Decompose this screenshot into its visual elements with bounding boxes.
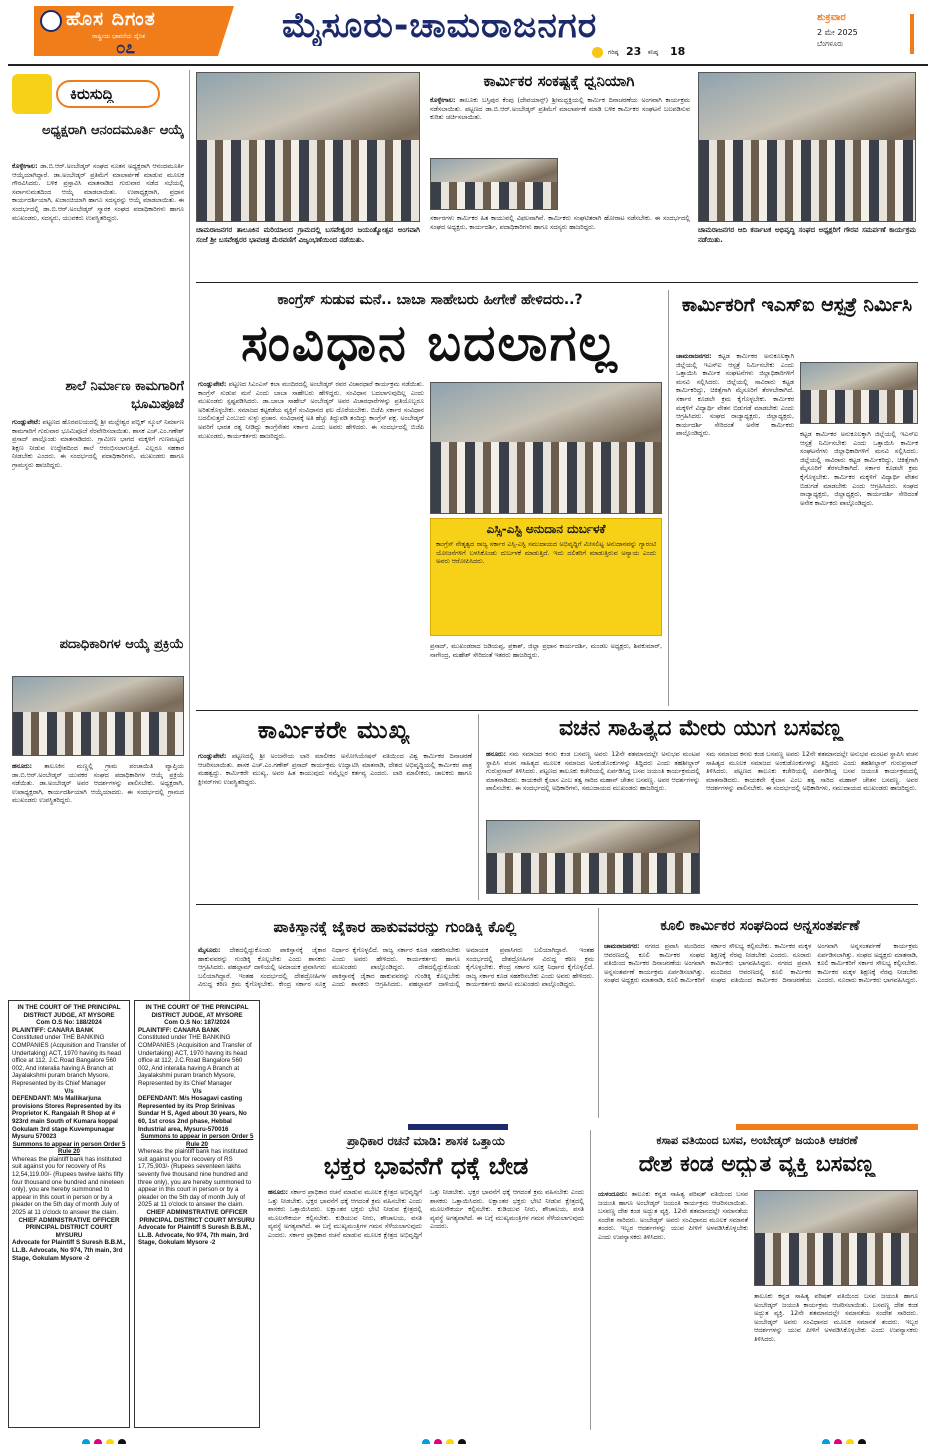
pak-title: ಪಾಕಿಸ್ತಾನಕ್ಕೆ ಜೈಕಾರ ಹಾಕುವವರನ್ನು ಗುಂಡಿಕ್ಕಿ ಕೊಲ್ಲಿ <box>273 918 517 936</box>
top-story-title: ಕಾರ್ಮಿಕರ ಸಂಕಷ್ಟಕ್ಕೆ ಧ್ವನಿಯಾಗಿ <box>483 72 635 90</box>
lead-kicker: ಕಾಂಗ್ರೆಸ್ ಸುಡುವ ಮನೆ.. ಬಾಬಾ ಸಾಹೇಬರು ಹೀಗೇಕೆ ಹೇಳಿದರು..? <box>277 292 583 308</box>
esi-dateline: ಚಾಮರಾಜನಗರ: <box>676 352 712 360</box>
accent-bar-orange <box>736 1124 918 1130</box>
basava-photo <box>754 1190 918 1286</box>
sidebar-story1-text: ಡಾ.ಬಿ.ಆರ್.ಅಂಬೇಡ್ಕರ್ ಸಂಘದ ನೂತನ ಅಧ್ಯಕ್ಷರಾಗಿ ಆನಂದಮೂರ್ತಿ ಆಯ್ಕೆಯಾಗಿದ್ದಾರೆ. ಡಾ.ಅಂಬೇಡ್ಕರ್ ಪ್ರತಿಮೆಗೆ ಮಾಲಾರ್ಪಣೆ ಮಾಡುವ ಮೂಲಕ ಗೌರವಿಸಿದರು. ಬಳಿಕ ಪ್ರಸ್ತಾವಿಸಿ ಮಾತನಾಡಿದ ಗುರುವಾರ ನಡೆದ ಸಭೆಯಲ್ಲಿ ಸರ್ವಾನುಮತದಿಂದ ಆಯ್ಕೆ ಮಾಡಲಾಯಿತು. ಉಪಾಧ್ಯಕ್ಷರಾಗಿ, ಪ್ರಧಾನ ಕಾರ್ಯದರ್ಶಿಯಾಗಿ, ಖಜಾಂಚಿಯಾಗಿ ಹಾಗೂ ಸದಸ್ಯರನ್ನು ಆಯ್ಕೆ ಮಾಡಲಾಯಿತು. ಈ ಸಂದರ್ಭದಲ್ಲಿ ಡಾ.ಬಿ.ಆರ್.ಅಂಬೇಡ್ಕರ್ ಸ್ಮಾರಕ ಸಂಘದ ಪದಾಧಿಕಾರಿಗಳು ಹಾಗೂ ಮುಖಂಡರು, ಸದಸ್ಯರು, ಯುವಕರು ಉಪಸ್ಥಿತರಿದ್ದರು. <box>12 162 184 222</box>
sidebar-story2-title: ಶಾಲೆ ನಿರ್ಮಾಣ ಕಾಮಗಾರಿಗೆ ಭೂಮಿಪೂಜೆ <box>65 379 184 412</box>
legal2-case: Com O.S No: 187/2024 <box>164 1019 230 1027</box>
weather-sun-icon <box>592 47 603 58</box>
bhakta-text-cont: ಸರ್ಕಾರ ಪ್ರಾಧಿಕಾರ ರಚನೆ ಮಾಡುವ ಮೂಲಕ ಕ್ಷೇತ್ರದ ಅಭಿವೃದ್ಧಿಗೆ ಒತ್ತು ನೀಡಬೇಕು. ಭಕ್ತರ ಭಾವನೆಗೆ ಧಕ್ಕೆ ಆಗದಂತೆ ಕ್ರಮ ವಹಿಸಬೇಕು ಎಂದು ಶಾಸಕರು ಒತ್ತಾಯಿಸಿದರು. ಲಕ್ಷಾಂತರ ಭಕ್ತರು ಭೇಟಿ ನೀಡುವ ಕ್ಷೇತ್ರದಲ್ಲಿ ಮೂಲಸೌಕರ್ಯ ಕಲ್ಪಿಸಬೇಕು. ಕುಡಿಯುವ ನೀರು, ಶೌಚಾಲಯ, ವಸತಿ ವ್ಯವಸ್ಥೆ ಅಗತ್ಯವಾಗಿದೆ. ಈ ಬಗ್ಗೆ ಮುಖ್ಯಮಂತ್ರಿಗಳ ಗಮನ ಸೆಳೆಯಲಾಗುವುದು ಎಂದರು. <box>289 1188 584 1239</box>
mid-row-rule <box>196 710 918 711</box>
legal1-summons: Summons to appear in person Order 5 Rule 20 <box>12 1140 126 1156</box>
lead-text-1: ಪಟ್ಟಣದ ಸಿಎಂಎಸ್ ಕಲಾ ಮಂದಿರದಲ್ಲಿ ಅಂಬೇಡ್ಕರ್ ರವರ ವಿಚಾರಧಾರೆ ಕಾರ್ಯಕ್ರಮ ನಡೆಯಿತು. ಕಾಂಗ್ರೆಸ್ ಸುಡುವ ಮನೆ ಎಂದು ಬಾಬಾ ಸಾಹೇಬರು ಹೇಳಿದ್ದರು. ಸಂವಿಧಾನ ಬದಲಾಗುವುದಿಲ್ಲ ಎಂದು ಮುಖಂಡರು ಸ್ಪಷ್ಟಪಡಿಸಿದರು. ಡಾ.ಬಾಬಾ ಸಾಹೇಬ್ ಅಂಬೇಡ್ಕರ್ ಅವರ ವಿಚಾರಧಾರೆಗಳನ್ನು ಪ್ರತಿಯೊಬ್ಬರೂ ಅರಿತುಕೊಳ್ಳಬೇಕು. ಸಮಾಜದ ಕಟ್ಟಕಡೆಯ ವ್ಯಕ್ತಿಗೆ ಸಂವಿಧಾನದ ಫಲ ದೊರೆಯಬೇಕು. <box>198 380 424 414</box>
legal2-vs: V/s <box>192 1087 202 1095</box>
bhakta-kicker: ಪ್ರಾಧಿಕಾರ ರಚನೆ ಮಾಡಿ: ಶಾಸಕ ಒತ್ತಾಯ <box>347 1134 505 1148</box>
masthead-city: ಬೆಂಗಳೂರು <box>817 40 844 48</box>
mid-col-divider <box>478 714 479 900</box>
vachana-body-col2: ಸಮ ಸಮಾಜದ ಕನಸು ಕಂಡ ಬಸವಣ್ಣ ಅವರು 12ನೇ ಶತಮಾನದಲ್ಲೇ ಅನುಭವ ಮಂಟಪ ಸ್ಥಾಪಿಸಿ ವಚನ ಸಾಹಿತ್ಯದ ಮೂಲಕ ಸಮಾಜದ ಅಂಕುಡೊಂಕುಗಳನ್ನು ತಿದ್ದಿದರು ಎಂದು ತಹಶೀಲ್ದಾರ್ ಗುರುಪ್ರಸಾದ್ ತಿಳಿಸಿದರು. ಪಟ್ಟಣದ ತಾಲೂಕು ಕಚೇರಿಯಲ್ಲಿ ಏರ್ಪಡಿಸಿದ್ದ ಬಸವ ಜಯಂತಿ ಕಾರ್ಯಕ್ರಮದಲ್ಲಿ ಮಾತನಾಡಿದರು. ಕಾಯಕವೇ ಕೈಲಾಸ ಎಂಬ ತತ್ವ ಸಾರಿದ ಮಹಾನ್ ಚೇತನ ಬಸವಣ್ಣ. ಅವರ ಆದರ್ಶಗಳನ್ನು ಪಾಲಿಸಬೇಕು. ಈ ಸಂದರ್ಭದಲ್ಲಿ ಅಧಿಕಾರಿಗಳು, ಸಮುದಾಯದ ಮುಖಂಡರು ಹಾಜರಿದ್ದರು. <box>706 750 918 793</box>
top-photo-2 <box>430 158 558 210</box>
legal1-body2: Whereas the plaintiff bank has instituted suit against you for recovery of Rs 12,54,119.00/- (Rupees twelve lakhs fifty four thousand one hundred and nineteen only), you are hereby summoned to appear in this court in person or by a pleader on the 5th day of month July of 2025 at 11 o'clock to answer the claim. <box>12 1155 124 1217</box>
basava-dateline: ಯಳಂದೂರು: <box>598 1190 628 1198</box>
top-photo-3-caption: ಚಾಮರಾಜನಗರ ಆದಿ ಕರ್ನಾಟಕ ಅಭಿವೃದ್ಧಿ ಸಂಘದ ಅಧ್ಯಕ್ಷರಿಗೆ ಗೌರವ ಸಮರ್ಪಣೆ ಕಾರ್ಯಕ್ರಮ ನಡೆಯಿತು. <box>698 226 916 244</box>
legal1-plaintiff: PLAINTIFF: CANARA BANK <box>12 1026 94 1034</box>
sidebar-story1-title: ಅಧ್ಯಕ್ಷರಾಗಿ ಆನಂದಮೂರ್ತಿ ಆಯ್ಕೆ <box>42 123 184 138</box>
kooli-text-cont: ನಗರದ ಪ್ರವಾಸಿ ಮಂದಿರದ ಆವರಣದಲ್ಲಿ ಕೂಲಿ ಕಾರ್ಮಿಕರ ಸಂಘದ ವತಿಯಿಂದ ಕಾರ್ಮಿಕರ ದಿನಾಚರಣೆಯ ಅಂಗವಾಗಿ ಅನ್ನಸಂತರ್ಪಣೆ ಕಾರ್ಯಕ್ರಮ ಏರ್ಪಡಿಸಲಾಗಿತ್ತು. ಸಂಘದ ಅಧ್ಯಕ್ಷರು ಮಾತನಾಡಿ, ಕೂಲಿ ಕಾರ್ಮಿಕರಿಗೆ ಸರ್ಕಾರ ಸೌಲಭ್ಯ ಕಲ್ಪಿಸಬೇಕು. ಕಾರ್ಮಿಕರ ಮಕ್ಕಳ ಶಿಕ್ಷಣಕ್ಕೆ ನೆರವು ನೀಡಬೇಕು ಎಂದರು. ನೂರಾರು ಕಾರ್ಮಿಕರು ಭಾಗವಹಿಸಿದ್ದರು. <box>710 942 918 985</box>
legal2-body1: Constituted under THE BANKING COMPANIES (Acquisition and Transfer of Undertaking) ACT, 1970 having its head office at 112, J.C.Road Bangalore 560 002, And interalia having A Branch at Jayalakshmi puram branch Mysore, Represented by its Chief Manager <box>138 1034 252 1087</box>
legal1-defendant: DEFENDANT: M/s Mallikarjuna provisions Stores Represented by its Proprietor K. Rangaiah R Shop at # 923rd main South of Kumara koppal Gokulam 3rd stage Kuvempunagar Mysuru 570023 <box>12 1095 122 1141</box>
sidebar-story3-text: ತಾಲೂಕಿನ ಮಣ್ಣಲ್ಲಿ ಗ್ರಾಮ ಪಂಚಾಯಿತಿ ವ್ಯಾಪ್ತಿಯ ಡಾ.ಬಿ.ಆರ್.ಅಂಬೇಡ್ಕರ್ ಯುವಕರ ಸಂಘದ ಪದಾಧಿಕಾರಿಗಳ ಆಯ್ಕೆ ಪ್ರಕ್ರಿಯೆ ನಡೆಯಿತು. ಡಾ.ಅಂಬೇಡ್ಕರ್ ಅವರ ಆದರ್ಶಗಳನ್ನು ಪಾಲಿಸಬೇಕು. ಅಧ್ಯಕ್ಷರಾಗಿ, ಉಪಾಧ್ಯಕ್ಷರಾಗಿ, ಕಾರ್ಯದರ್ಶಿಯಾಗಿ ಆಯ್ಕೆಯಾದರು. ಈ ಸಂದರ್ಭದಲ್ಲಿ ಗ್ರಾಮದ ಮುಖಂಡರು ಉಪಸ್ಥಿತರಿದ್ದರು. <box>12 762 184 805</box>
vachana-text: ಸಮ ಸಮಾಜದ ಕನಸು ಕಂಡ ಬಸವಣ್ಣ ಅವರು 12ನೇ ಶತಮಾನದಲ್ಲೇ ಅನುಭವ ಮಂಟಪ ಸ್ಥಾಪಿಸಿ ವಚನ ಸಾಹಿತ್ಯದ ಮೂಲಕ ಸಮಾಜದ ಅಂಕುಡೊಂಕುಗಳನ್ನು ತಿದ್ದಿದರು ಎಂದು ತಹಶೀಲ್ದಾರ್ ಗುರುಪ್ರಸಾದ್ ತಿಳಿಸಿದರು. ಪಟ್ಟಣದ ತಾಲೂಕು ಕಚೇರಿಯಲ್ಲಿ ಏರ್ಪಡಿಸಿದ್ದ ಬಸವ ಜಯಂತಿ ಕಾರ್ಯಕ್ರಮದಲ್ಲಿ ಮಾತನಾಡಿದರು. ಕಾಯಕವೇ ಕೈಲಾಸ ಎಂಬ ತತ್ವ ಸಾರಿದ ಮಹಾನ್ ಚೇತನ ಬಸವಣ್ಣ. ಅವರ ಆದರ್ಶಗಳನ್ನು ಪಾಲಿಸಬೇಕು. ಈ ಸಂದರ್ಭದಲ್ಲಿ ಅಧಿಕಾರಿಗಳು, ಸಮುದಾಯದ ಮುಖಂಡರು ಹಾಜರಿದ್ದರು. <box>486 750 700 793</box>
temp-min: 18 <box>670 45 686 58</box>
temp-max: 23 <box>626 45 642 58</box>
legal1-case: Com O.S No: 188/2024 <box>36 1019 102 1027</box>
sidebar-story2-dateline: ಗುಂಡ್ಲುಪೇಟೆ: <box>12 418 41 426</box>
lead-body-col3: ಪ್ರಸಾದ್, ಮುಖಂಡರಾದ ಜಡಿಯಪ್ಪ, ಪ್ರಕಾಶ್, ಜಿಲ್ಲಾ ಪ್ರಧಾನ ಕಾರ್ಯದರ್ಶಿ, ಮಂಡಲ ಅಧ್ಯಕ್ಷರು, ಶಿವಕುಮಾರ್, ನಾಗೇಂದ್ರ, ಮಹೇಶ್ ಸೇರಿದಂತೆ ಇತರರು ಹಾಜರಿದ್ದರು. <box>430 642 662 659</box>
accent-bar-navy <box>408 1124 508 1130</box>
lead-headline: ಸಂವಿಧಾನ ಬದಲಾಗಲ್ಲ <box>241 314 619 372</box>
lower-row-rule <box>196 904 918 905</box>
legal1-body1: Constituted under THE BANKING COMPANIES (Acquisition and Transfer of Undertaking) ACT, 1970 having its head office at 112, J.C.Road Bangalore 560 002, And interalia having A Branch at Jayalakshmi puram branch Mysore, Represented by its Chief Manager <box>12 1034 126 1087</box>
top-photo-1 <box>196 72 420 222</box>
registration-marks-mid <box>420 1432 468 1444</box>
legal1-advocate: Advocate for Plaintiff S Suresh B.B.M., LL.B. Advocate, No 974, 7th main, 3rd Stage, Gokulam Mysore -2 <box>12 1239 126 1262</box>
logo-tagline: ರಾಷ್ಟ್ರೀಯ ಭಾವನೆಯ ದೈನಿಕ <box>92 33 145 40</box>
bhakta-text: ಸರ್ಕಾರ ಪ್ರಾಧಿಕಾರ ರಚನೆ ಮಾಡುವ ಮೂಲಕ ಕ್ಷೇತ್ರದ ಅಭಿವೃದ್ಧಿಗೆ ಒತ್ತು ನೀಡಬೇಕು. ಭಕ್ತರ ಭಾವನೆಗೆ ಧಕ್ಕೆ ಆಗದಂತೆ ಕ್ರಮ ವಹಿಸಬೇಕು ಎಂದು ಶಾಸಕರು ಒತ್ತಾಯಿಸಿದರು. ಲಕ್ಷಾಂತರ ಭಕ್ತರು ಭೇಟಿ ನೀಡುವ ಕ್ಷೇತ್ರದಲ್ಲಿ ಮೂಲಸೌಕರ್ಯ ಕಲ್ಪಿಸಬೇಕು. ಕುಡಿಯುವ ನೀರು, ಶೌಚಾಲಯ, ವಸತಿ ವ್ಯವಸ್ಥೆ ಅಗತ್ಯವಾಗಿದೆ. ಈ ಬಗ್ಗೆ ಮುಖ್ಯಮಂತ್ರಿಗಳ ಗಮನ ಸೆಳೆಯಲಾಗುವುದು ಎಂದರು. <box>268 1188 422 1239</box>
logo: ಹೊಸ ದಿಗಂತ <box>66 8 156 30</box>
bottom-col-divider <box>590 1130 591 1430</box>
esi-body-col2: ಕಟ್ಟಡ ಕಾರ್ಮಿಕರ ಅನುಕೂಲಕ್ಕಾಗಿ ಜಿಲ್ಲೆಯಲ್ಲಿ ಇಎಸ್ಐ ಆಸ್ಪತ್ರೆ ನಿರ್ಮಿಸಬೇಕು ಎಂದು ಒತ್ತಾಯಿಸಿ ಕಾರ್ಮಿಕ ಸಂಘಟನೆಗಳು ಜಿಲ್ಲಾಧಿಕಾರಿಗಳಿಗೆ ಮನವಿ ಸಲ್ಲಿಸಿದರು. ಜಿಲ್ಲೆಯಲ್ಲಿ ಸಾವಿರಾರು ಕಟ್ಟಡ ಕಾರ್ಮಿಕರಿದ್ದು, ಚಿಕಿತ್ಸೆಗಾಗಿ ಮೈಸೂರಿಗೆ ತೆರಳಬೇಕಾಗಿದೆ. ಸರ್ಕಾರ ಕೂಡಲೇ ಕ್ರಮ ಕೈಗೊಳ್ಳಬೇಕು. ಕಾರ್ಮಿಕರ ಮಕ್ಕಳಿಗೆ ವಿದ್ಯಾರ್ಥಿ ವೇತನ ಬಿಡುಗಡೆ ಮಾಡಬೇಕು ಎಂದು ಆಗ್ರಹಿಸಿದರು. ಸಂಘದ ರಾಜ್ಯಾಧ್ಯಕ್ಷರು, ಜಿಲ್ಲಾಧ್ಯಕ್ಷರು, ಕಾರ್ಯದರ್ಶಿ ಸೇರಿದಂತೆ ಅನೇಕ ಕಾರ್ಮಿಕರು ಪಾಲ್ಗೊಂಡಿದ್ದರು. <box>800 430 918 507</box>
legal2-defendant: DEFENDANT: M/s Hosagavi casting Represented by its Prop Srinivas Sundar H S, Aged about 30 years, No 60, 1st cross 2nd phase, Hebbal Industrial area, Mysuru-570016 <box>138 1095 247 1133</box>
bhakta-title: ಭಕ್ತರ ಭಾವನೆಗೆ ಧಕ್ಕೆ ಬೇಡ <box>323 1152 529 1180</box>
lead-photo <box>430 382 662 514</box>
top-story-body <box>430 96 690 154</box>
karmikare-body <box>198 752 472 894</box>
pak-dateline: ಮೈಸೂರು: <box>198 946 221 954</box>
top-story-body-2: ಸರ್ಕಾರಗಳು ಕಾರ್ಮಿಕರ ಹಿತ ಕಾಯುವಲ್ಲಿ ವಿಫಲವಾಗಿವೆ. ಕಾರ್ಮಿಕರು ಸಂಘಟಿತರಾಗಿ ಹೋರಾಟ ನಡೆಸಬೇಕು. ಈ ಸಂದರ್ಭದಲ್ಲಿ ಸಂಘದ ಅಧ್ಯಕ್ಷರು, ಕಾರ್ಯದರ್ಶಿ, ಪದಾಧಿಕಾರಿಗಳು ಹಾಗೂ ಸದಸ್ಯರು ಹಾಜರಿದ್ದರು. <box>430 214 690 231</box>
basava-body-col2: ತಾಲೂಕು ಕನ್ನಡ ಸಾಹಿತ್ಯ ಪರಿಷತ್ ವತಿಯಿಂದ ಬಸವ ಜಯಂತಿ ಹಾಗೂ ಅಂಬೇಡ್ಕರ್ ಜಯಂತಿ ಕಾರ್ಯಕ್ರಮ ಆಚರಿಸಲಾಯಿತು. ಬಸವಣ್ಣ ದೇಶ ಕಂಡ ಅದ್ಭುತ ವ್ಯಕ್ತಿ. 12ನೇ ಶತಮಾನದಲ್ಲೇ ಸಮಾನತೆಯ ಸಂದೇಶ ಸಾರಿದರು. ಅಂಬೇಡ್ಕರ್ ಅವರು ಸಂವಿಧಾನದ ಮೂಲಕ ಸಮಾನತೆ ತಂದರು. ಇಬ್ಬರ ಆದರ್ಶಗಳನ್ನು ಯುವ ಪೀಳಿಗೆ ಅಳವಡಿಸಿಕೊಳ್ಳಬೇಕು ಎಂದು ಉಪನ್ಯಾಸಕರು ತಿಳಿಸಿದರು. <box>754 1292 918 1343</box>
sidebar-story3-title: ಪದಾಧಿಕಾರಿಗಳ ಆಯ್ಕೆ ಪ್ರಕ್ರಿಯೆ <box>59 637 184 652</box>
sidebar-story1-dateline: ಕೊಳ್ಳೇಗಾಲ: <box>12 162 38 170</box>
esi-body-col1 <box>676 352 794 702</box>
masthead-day: ಶುಕ್ರವಾರ <box>817 12 846 23</box>
edition-title: ಮೈಸೂರು-ಚಾಮರಾಜನಗರ <box>282 6 598 46</box>
sidebar-story3-dateline: ಹನೂರು: <box>12 762 33 770</box>
lead-dateline: ಗುಂಡ್ಲುಪೇಟೆ: <box>198 380 227 388</box>
pak-text-cont: ದೇಶದಲ್ಲಿದ್ದುಕೊಂಡು ಪಾಕಿಸ್ತಾನಕ್ಕೆ ಜೈಕಾರ ಹಾಕುವವರನ್ನು ಗುಂಡಿಕ್ಕಿ ಕೊಲ್ಲಬೇಕು ಎಂದು ಶಾಸಕರು ಆಗ್ರಹಿಸಿದರು. ಪಹಲ್ಗಾಮ್ ದಾಳಿಯಲ್ಲಿ ಅಮಾಯಕ ಪ್ರವಾಸಿಗರು ಬಲಿಯಾಗಿದ್ದಾರೆ. ಇಂತಹ ಸಂದರ್ಭದಲ್ಲಿ ದೇಶದ್ರೋಹಿಗಳ ವಿರುದ್ಧ ಕಠಿಣ ಕ್ರಮ ಕೈಗೊಳ್ಳಬೇಕು. ಕೇಂದ್ರ ಸರ್ಕಾರ ಸೂಕ್ತ ನಿರ್ಧಾರ ಕೈಗೊಳ್ಳಲಿದೆ. ರಾಜ್ಯ ಸರ್ಕಾರ ಕೂಡ ಸಹಕರಿಸಬೇಕು ಎಂದು ಅವರು ಹೇಳಿದರು. ಕಾರ್ಯಕರ್ತರು ಹಾಗೂ ಮುಖಂಡರು ಪಾಲ್ಗೊಂಡಿದ್ದರು. <box>332 946 594 989</box>
sidebar-story2-body <box>12 418 184 628</box>
pak-text: ದೇಶದಲ್ಲಿದ್ದುಕೊಂಡು ಪಾಕಿಸ್ತಾನಕ್ಕೆ ಜೈಕಾರ ಹಾಕುವವರನ್ನು ಗುಂಡಿಕ್ಕಿ ಕೊಲ್ಲಬೇಕು ಎಂದು ಶಾಸಕರು ಆಗ್ರಹಿಸಿದರು. ಪಹಲ್ಗಾಮ್ ದಾಳಿಯಲ್ಲಿ ಅಮಾಯಕ ಪ್ರವಾಸಿಗರು ಬಲಿಯಾಗಿದ್ದಾರೆ. ಇಂತಹ ಸಂದರ್ಭದಲ್ಲಿ ದೇಶದ್ರೋಹಿಗಳ ವಿರುದ್ಧ ಕಠಿಣ ಕ್ರಮ ಕೈಗೊಳ್ಳಬೇಕು. ಕೇಂದ್ರ ಸರ್ಕಾರ ಸೂಕ್ತ ನಿರ್ಧಾರ ಕೈಗೊಳ್ಳಲಿದೆ. ರಾಜ್ಯ ಸರ್ಕಾರ ಕೂಡ ಸಹಕರಿಸಬೇಕು ಎಂದು ಅವರು ಹೇಳಿದರು. ಕಾರ್ಯಕರ್ತರು ಹಾಗೂ ಮುಖಂಡರು ಪಾಲ್ಗೊಂಡಿದ್ದರು. <box>198 946 460 989</box>
legal-notice-1 <box>8 1000 130 1428</box>
top-story-dateline: ಕೊಳ್ಳೇಗಾಲ: <box>430 96 456 104</box>
basava-text: ತಾಲೂಕು ಕನ್ನಡ ಸಾಹಿತ್ಯ ಪರಿಷತ್ ವತಿಯಿಂದ ಬಸವ ಜಯಂತಿ ಹಾಗೂ ಅಂಬೇಡ್ಕರ್ ಜಯಂತಿ ಕಾರ್ಯಕ್ರಮ ಆಚರಿಸಲಾಯಿತು. ಬಸವಣ್ಣ ದೇಶ ಕಂಡ ಅದ್ಭುತ ವ್ಯಕ್ತಿ. 12ನೇ ಶತಮಾನದಲ್ಲೇ ಸಮಾನತೆಯ ಸಂದೇಶ ಸಾರಿದರು. ಅಂಬೇಡ್ಕರ್ ಅವರು ಸಂವಿಧಾನದ ಮೂಲಕ ಸಮಾನತೆ ತಂದರು. ಇಬ್ಬರ ಆದರ್ಶಗಳನ್ನು ಯುವ ಪೀಳಿಗೆ ಅಳವಡಿಸಿಕೊಳ್ಳಬೇಕು ಎಂದು ಉಪನ್ಯಾಸಕರು ತಿಳಿಸಿದರು. <box>598 1190 748 1241</box>
legal2-summons: Summons to appear in person Order 5 Rule 20 <box>140 1133 254 1148</box>
lead-body-col1 <box>198 380 424 696</box>
sidebar-story3-photo <box>12 676 184 756</box>
sidebar-kiru-suddi-header <box>8 72 186 118</box>
basava-title: ದೇಶ ಕಂಡ ಅದ್ಭುತ ವ್ಯಕ್ತಿ ಬಸವಣ್ಣ <box>638 1152 876 1177</box>
legal1-sign: CHIEF ADMINISTRATIVE OFFICER PRINCIPAL DISTRICT COURT MYSURU <box>18 1216 120 1239</box>
vachana-dateline: ಹನೂರು: <box>486 750 507 758</box>
hand-icon <box>12 74 52 114</box>
kooli-text: ನಗರದ ಪ್ರವಾಸಿ ಮಂದಿರದ ಆವರಣದಲ್ಲಿ ಕೂಲಿ ಕಾರ್ಮಿಕರ ಸಂಘದ ವತಿಯಿಂದ ಕಾರ್ಮಿಕರ ದಿನಾಚರಣೆಯ ಅಂಗವಾಗಿ ಅನ್ನಸಂತರ್ಪಣೆ ಕಾರ್ಯಕ್ರಮ ಏರ್ಪಡಿಸಲಾಗಿತ್ತು. ಸಂಘದ ಅಧ್ಯಕ್ಷರು ಮಾತನಾಡಿ, ಕೂಲಿ ಕಾರ್ಮಿಕರಿಗೆ ಸರ್ಕಾರ ಸೌಲಭ್ಯ ಕಲ್ಪಿಸಬೇಕು. ಕಾರ್ಮಿಕರ ಮಕ್ಕಳ ಶಿಕ್ಷಣಕ್ಕೆ ನೆರವು ನೀಡಬೇಕು ಎಂದರು. ನೂರಾರು ಕಾರ್ಮಿಕರು ಭಾಗವಹಿಸಿದ್ದರು. <box>604 942 812 985</box>
sidebar-story3-body <box>12 762 184 994</box>
esi-title: ಕಾರ್ಮಿಕರಿಗೆ ಇಎಸ್ಐ ಆಸ್ಪತ್ರೆ ನಿರ್ಮಿಸಿ <box>681 294 913 316</box>
legal2-plaintiff: PLAINTIFF: CANARA BANK <box>138 1026 220 1034</box>
page-number: ೦೭ <box>116 38 136 58</box>
bhakta-dateline: ಹನೂರು: <box>268 1188 289 1196</box>
lead-col-divider <box>668 290 669 706</box>
logo-emblem-icon <box>40 10 62 32</box>
masthead-date: 2 ಮೇ 2025 <box>817 28 858 37</box>
vachana-title: ವಚನ ಸಾಹಿತ್ಯದ ಮೇರು ಯುಗ ಬಸವಣ್ಣ <box>558 716 844 741</box>
basava-kicker: ಕಸಾಪ ವತಿಯಿಂದ ಬಸವ, ಅಂಬೇಡ್ಕರ್ ಜಯಂತಿ ಆಚರಣೆ <box>656 1134 858 1147</box>
bhakta-body <box>268 1188 584 1426</box>
legal2-court: IN THE COURT OF THE PRINCIPAL DISTRICT JUDGE, AT MYSORE <box>145 1004 249 1019</box>
masthead-rule <box>8 64 928 66</box>
legal2-advocate: Advocate for Plaintiff S Suresh B.B.M., LL.B. Advocate, No 974, 7th main, 3rd Stage, Gokulam Mysore -2 <box>138 1224 252 1247</box>
temp-min-label: ಕನಿಷ್ಠ <box>648 49 659 56</box>
sidebar-divider <box>189 70 190 1000</box>
lead-subbox-body: ಕಾಂಗ್ರೆಸ್ ನೇತೃತ್ವದ ರಾಜ್ಯ ಸರ್ಕಾರ ಎಸ್ಸಿ-ಎಸ್ಟಿ ಸಮುದಾಯದ ಅಭಿವೃದ್ಧಿಗೆ ಮೀಸಲಿಟ್ಟ ಅನುದಾನವನ್ನು ಗ್ಯಾರಂಟಿ ಯೋಜನೆಗಳಿಗೆ ಬಳಸಿಕೊಂಡು ದುರ್ಬಳಕೆ ಮಾಡುತ್ತಿದೆ. ಇದು ದಲಿತರಿಗೆ ಮಾಡುತ್ತಿರುವ ಅನ್ಯಾಯ ಎಂದು ಅವರು ಆರೋಪಿಸಿದರು. <box>436 540 656 566</box>
legal2-body2: Whereas the plaintiff bank has instituted suit against you for recovery of RS 17,75,903/- (Rupees seventeen lakhs seventy five thousand nine hundred and three only), you are hereby summoned to appear in this court in person or by a pleader on the 5th day of month July of 2025 at 11 o'clock to answer the claim. <box>138 1148 252 1209</box>
vachana-body-col1 <box>486 750 700 816</box>
karmikare-text: ಪಟ್ಟಣದಲ್ಲಿ ಶ್ರೀ ಅಂಜನೇಯ ಲಾರಿ ಮಾಲೀಕರ ಅಸೋಸಿಯೇಷನ್ ವತಿಯಿಂದ ವಿಶ್ವ ಕಾರ್ಮಿಕರ ದಿನಾಚರಣೆ ಆಚರಿಸಲಾಯಿತು. ಶಾಸಕ ಎಚ್.ಎಂ.ಗಣೇಶ್ ಪ್ರಸಾದ್ ಕಾರ್ಯಕ್ರಮ ಉದ್ಘಾಟಿಸಿ ಮಾತನಾಡಿ, ದೇಶದ ಅಭಿವೃದ್ಧಿಯಲ್ಲಿ ಕಾರ್ಮಿಕರ ಪಾತ್ರ ಮಹತ್ವದ್ದು. ಕಾರ್ಮಿಕರೇ ಮುಖ್ಯ, ಅವರ ಹಿತ ಕಾಯುವುದು ನಮ್ಮೆಲ್ಲರ ಕರ್ತವ್ಯ ಎಂದರು. ಲಾರಿ ಮಾಲೀಕರು, ಚಾಲಕರು ಹಾಗೂ ಕ್ಲೀನರ್‌ಗಳು ಉಪಸ್ಥಿತರಿದ್ದರು. <box>198 752 472 786</box>
temp-max-label: ಗರಿಷ್ಠ <box>608 49 619 56</box>
registration-marks-left <box>80 1432 128 1444</box>
masthead <box>0 0 945 62</box>
registration-marks-right <box>820 1432 868 1444</box>
legal-notice-2 <box>134 1000 260 1428</box>
vachana-photo <box>486 820 700 894</box>
lead-text-2: ಬಿಜೆಪಿ ಸರ್ಕಾರ ಸಂವಿಧಾನ ಬದಲಿಸುತ್ತದೆ ಎಂಬುದು ಸುಳ್ಳು ಪ್ರಚಾರ. ಸಂವಿಧಾನಕ್ಕೆ ಅತಿ ಹೆಚ್ಚು ತಿದ್ದುಪಡಿ ತಂದಿದ್ದು ಕಾಂಗ್ರೆಸ್ ಪಕ್ಷ. ಅಂಬೇಡ್ಕರ್ ಅವರಿಗೆ ಭಾರತ ರತ್ನ ನೀಡಿದ್ದು ಕಾಂಗ್ರೆಸೇತರ ಸರ್ಕಾರ ಎಂದು ಅವರು ಹೇಳಿದರು. ಈ ಸಂದರ್ಭದಲ್ಲಿ ಬಿಜೆಪಿ ಮುಖಂಡರು, ಕಾರ್ಯಕರ್ತರು ಹಾಜರಿದ್ದರು. <box>198 405 424 440</box>
top-story-text: ತಾಲೂಕು ಬಸ್ತಿಪುರ ಕೆಂಪು (ದೇವಯಾನ್ಸ್) ಶ್ರೀಮದ್ಭಕ್ತಿಯಲ್ಲಿ ಕಾರ್ಮಿಕ ದಿನಾಚರಣೆಯ ಅಂಗವಾಗಿ ಕಾರ್ಯಕ್ರಮ ನಡೆಸಲಾಯಿತು. ಪಟ್ಟಣದ ಡಾ.ಬಿ.ಆರ್.ಅಂಬೇಡ್ಕರ್ ಪ್ರತಿಮೆಗೆ ಮಾಲಾರ್ಪಣೆ ಮಾಡಿ ಬಳಿಕ ಕಾರ್ಮಿಕರ ಸಂಘಟನೆ ಬಲಪಡಿಸುವ ಕುರಿತು ಚರ್ಚಿಸಲಾಯಿತು. <box>430 96 690 122</box>
masthead-accent-bar <box>910 14 914 54</box>
esi-photo <box>800 362 918 424</box>
basava-body-col1 <box>598 1190 748 1426</box>
karmikare-title: ಕಾರ್ಮಿಕರೇ ಮುಖ್ಯ <box>257 716 411 744</box>
esi-text: ಕಟ್ಟಡ ಕಾರ್ಮಿಕರ ಅನುಕೂಲಕ್ಕಾಗಿ ಜಿಲ್ಲೆಯಲ್ಲಿ ಇಎಸ್ಐ ಆಸ್ಪತ್ರೆ ನಿರ್ಮಿಸಬೇಕು ಎಂದು ಒತ್ತಾಯಿಸಿ ಕಾರ್ಮಿಕ ಸಂಘಟನೆಗಳು ಜಿಲ್ಲಾಧಿಕಾರಿಗಳಿಗೆ ಮನವಿ ಸಲ್ಲಿಸಿದರು. ಜಿಲ್ಲೆಯಲ್ಲಿ ಸಾವಿರಾರು ಕಟ್ಟಡ ಕಾರ್ಮಿಕರಿದ್ದು, ಚಿಕಿತ್ಸೆಗಾಗಿ ಮೈಸೂರಿಗೆ ತೆರಳಬೇಕಾಗಿದೆ. ಸರ್ಕಾರ ಕೂಡಲೇ ಕ್ರಮ ಕೈಗೊಳ್ಳಬೇಕು. ಕಾರ್ಮಿಕರ ಮಕ್ಕಳಿಗೆ ವಿದ್ಯಾರ್ಥಿ ವೇತನ ಬಿಡುಗಡೆ ಮಾಡಬೇಕು ಎಂದು ಆಗ್ರಹಿಸಿದರು. ಸಂಘದ ರಾಜ್ಯಾಧ್ಯಕ್ಷರು, ಜಿಲ್ಲಾಧ್ಯಕ್ಷರು, ಕಾರ್ಯದರ್ಶಿ ಸೇರಿದಂತೆ ಅನೇಕ ಕಾರ್ಮಿಕರು ಪಾಲ್ಗೊಂಡಿದ್ದರು. <box>676 352 794 438</box>
legal2-sign: CHIEF ADMINISTRATIVE OFFICER PRINCIPAL DISTRICT COURT MYSURU <box>139 1209 255 1224</box>
sidebar-story2-text: ಪಟ್ಟಣದ ಹೊರವಲಯದಲ್ಲಿ ಶ್ರೀ ಮಲ್ಲೇಶ್ವರ ಪಬ್ಲಿಕ್ ಸ್ಕೂಲ್ ನಿರ್ಮಾಣ ಕಾಮಗಾರಿಗೆ ಗುರುವಾರ ಭೂಮಿಪೂಜೆ ನೆರವೇರಿಸಲಾಯಿತು. ಶಾಸಕ ಎಚ್.ಎಂ.ಗಣೇಶ್ ಪ್ರಸಾದ್ ಪಾಲ್ಗೊಂಡು ಮಾತನಾಡಿದರು. ಗ್ರಾಮೀಣ ಭಾಗದ ಮಕ್ಕಳಿಗೆ ಗುಣಮಟ್ಟದ ಶಿಕ್ಷಣ ನೀಡುವ ಉದ್ದೇಶದಿಂದ ಶಾಲೆ ಆರಂಭಿಸಲಾಗುತ್ತಿದೆ. ಎಲ್ಲರೂ ಸಹಕಾರ ನೀಡಬೇಕು ಎಂದರು. ಈ ಸಂದರ್ಭದಲ್ಲಿ ಪದಾಧಿಕಾರಿಗಳು, ಮುಖಂಡರು ಹಾಗೂ ಗ್ರಾಮಸ್ಥರು ಹಾಜರಿದ್ದರು. <box>12 418 184 469</box>
top-photo-1-caption: ಚಾಮರಾಜನಗರ ತಾಲೂಕಿನ ಮರಿಯಾಲದ ಗ್ರಾಮದಲ್ಲಿ ಬಸವೇಶ್ವರರ ಜಯಂತ್ಯೋತ್ಸವ ಅಂಗವಾಗಿ ಸಂಜೆ ಶ್ರೀ ಬಸವೇಶ್ವರರ ಭಾವಚಿತ್ರ ಮೆರವಣಿಗೆ ವಿಜೃಂಭಣೆಯಿಂದ ನಡೆಯಿತು. <box>196 226 420 244</box>
pak-col-divider <box>598 908 599 1118</box>
legal1-court: IN THE COURT OF THE PRINCIPAL DISTRICT JUDGE, AT MYSORE <box>17 1004 121 1019</box>
lead-subbox-title: ಎಸ್ಸಿ-ಎಸ್ಟಿ ಅನುದಾನ ದುರ್ಬಳಕೆ <box>486 522 606 536</box>
kooli-dateline: ಚಾಮರಾಜನಗರ: <box>604 942 640 950</box>
kooli-title: ಕೂಲಿ ಕಾರ್ಮಿಕರ ಸಂಘದಿಂದ ಅನ್ನಸಂತರ್ಪಣೆ <box>660 918 860 934</box>
sidebar-section-label: ಕಿರುಸುದ್ದಿ <box>70 85 114 103</box>
top-photo-3 <box>698 72 916 222</box>
kooli-body <box>604 942 918 1112</box>
karmikare-dateline: ಗುಂಡ್ಲುಪೇಟೆ: <box>198 752 227 760</box>
top-row-rule <box>196 282 918 283</box>
sidebar-story1-body <box>12 162 184 370</box>
legal1-vs: V/s <box>64 1087 74 1095</box>
